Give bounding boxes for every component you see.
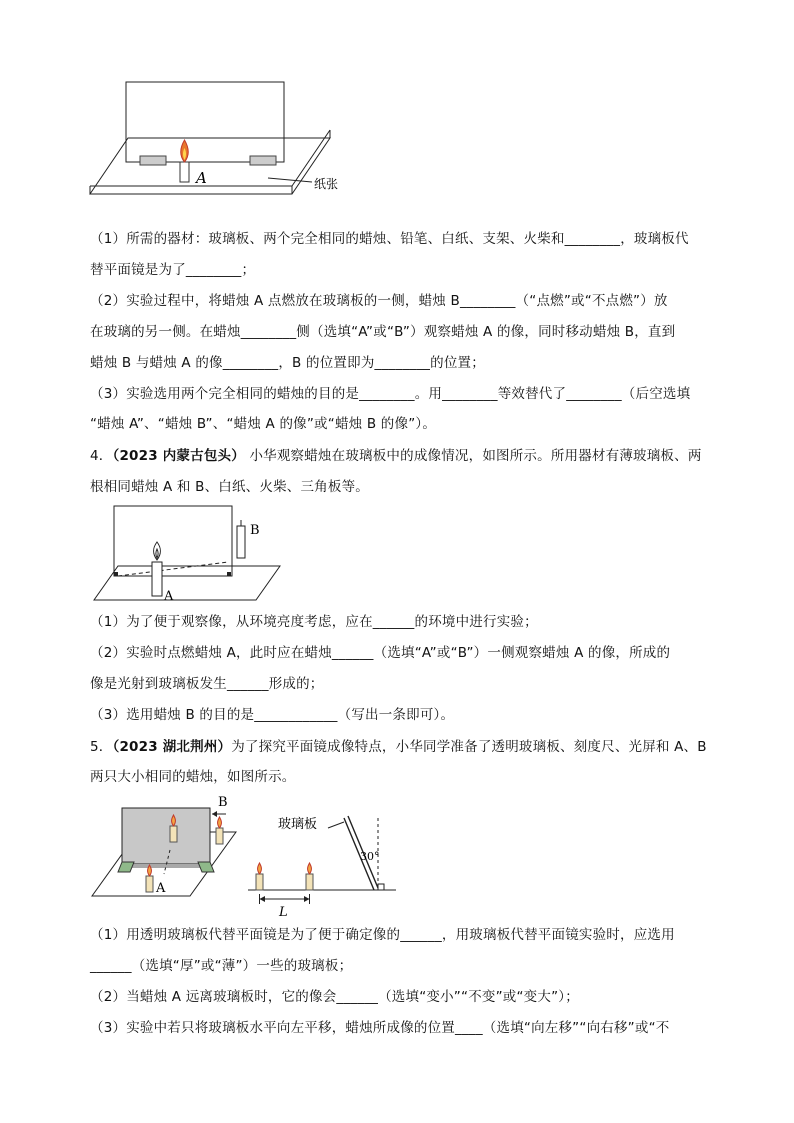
figure4-label-glass: 玻璃板 xyxy=(278,817,318,832)
figure3-label-a: A xyxy=(156,881,166,896)
q4-line-3: 像是光射到玻璃板发生______形成的； xyxy=(90,676,324,692)
q4-line-2: （2）实验时点燃蜡烛 A，此时应在蜡烛______（选填“A”或“B”）一侧观察蜡烛 A 的像，所成的 xyxy=(90,645,671,661)
q5-line-3: （2）当蜡烛 A 远离玻璃板时，它的像会______（选填“变小”“不变”或“变大”）； xyxy=(90,989,579,1005)
figure1-label-paper: 纸张 xyxy=(314,177,338,191)
q5-number: 5． xyxy=(90,739,113,755)
figure-mirror-setup-2 xyxy=(92,504,292,604)
figure-glass-angle xyxy=(248,808,400,920)
figure4-label-l: L xyxy=(279,905,288,920)
figure2-label-a: A xyxy=(164,589,174,604)
q4-source: （2023 内蒙古包头） xyxy=(112,448,245,464)
q3-line-3: （2）实验过程中，将蜡烛 A 点燃放在玻璃板的一侧，蜡烛 B________（“点燃”或“不点燃”）放 xyxy=(90,293,668,309)
q3-line-1: （1）所需的器材：玻璃板、两个完全相同的蜡烛、铅笔、白纸、支架、火柴和________，玻璃板代 xyxy=(90,231,689,247)
q4-line-4: （3）选用蜡烛 B 的目的是____________（写出一条即可）。 xyxy=(90,707,455,723)
q5-stem-line-2: 两只大小相同的蜡烛，如图所示。 xyxy=(90,769,296,785)
figure4-label-angle: 30° xyxy=(360,850,380,863)
q3-line-6: （3）实验选用两个完全相同的蜡烛的目的是________。用________等效替代了________（后空选填 xyxy=(90,386,691,402)
q5-source: （2023 湖北荆州） xyxy=(112,739,232,755)
q4-line-1: （1）为了便于观察像，从环境亮度考虑，应在______的环境中进行实验； xyxy=(90,614,538,630)
q3-line-5: 蜡烛 B 与蜡烛 A 的像________，B 的位置即为________的位置； xyxy=(90,355,485,371)
q3-line-2: 替平面镜是为了________； xyxy=(90,262,256,278)
q5-line-4: （3）实验中若只将玻璃板水平向左平移，蜡烛所成像的位置____（选填“向左移”“向右移”或“不 xyxy=(90,1020,670,1036)
q4-stem-text: 小华观察蜡烛在玻璃板中的成像情况，如图所示。所用器材有薄玻璃板、两 xyxy=(249,448,702,464)
q3-line-7: “蜡烛 A”、“蜡烛 B”、“蜡烛 A 的像”或“蜡烛 B 的像”）。 xyxy=(90,416,437,432)
q4-stem-line-2: 根相同蜡烛 A 和 B、白纸、火柴、三角板等。 xyxy=(90,479,369,495)
q5-line-1: （1）用透明玻璃板代替平面镜是为了便于确定像的______，用玻璃板代替平面镜实验时，应选用 xyxy=(90,927,675,943)
figure-mirror-setup-1 xyxy=(88,78,338,198)
figure1-label-a: A xyxy=(196,169,207,187)
q5-stem-text: 为了探究平面镜成像特点，小华同学准备了透明玻璃板、刻度尺、光屏和 A、B xyxy=(231,739,707,755)
figure-mirror-setup-3 xyxy=(90,792,240,902)
q4-number: 4． xyxy=(90,448,113,464)
q4-stem-line-1 xyxy=(90,446,710,466)
q3-line-4: 在玻璃的另一侧。在蜡烛________侧（选填“A”或“B”）观察蜡烛 A 的像，同时移动蜡烛 B，直到 xyxy=(90,324,676,340)
figure2-label-b: B xyxy=(250,523,260,538)
q5-stem-line-1 xyxy=(90,737,710,757)
figure3-label-b: B xyxy=(218,795,228,810)
q5-line-2: ______（选填“厚”或“薄”）一些的玻璃板； xyxy=(90,958,353,974)
